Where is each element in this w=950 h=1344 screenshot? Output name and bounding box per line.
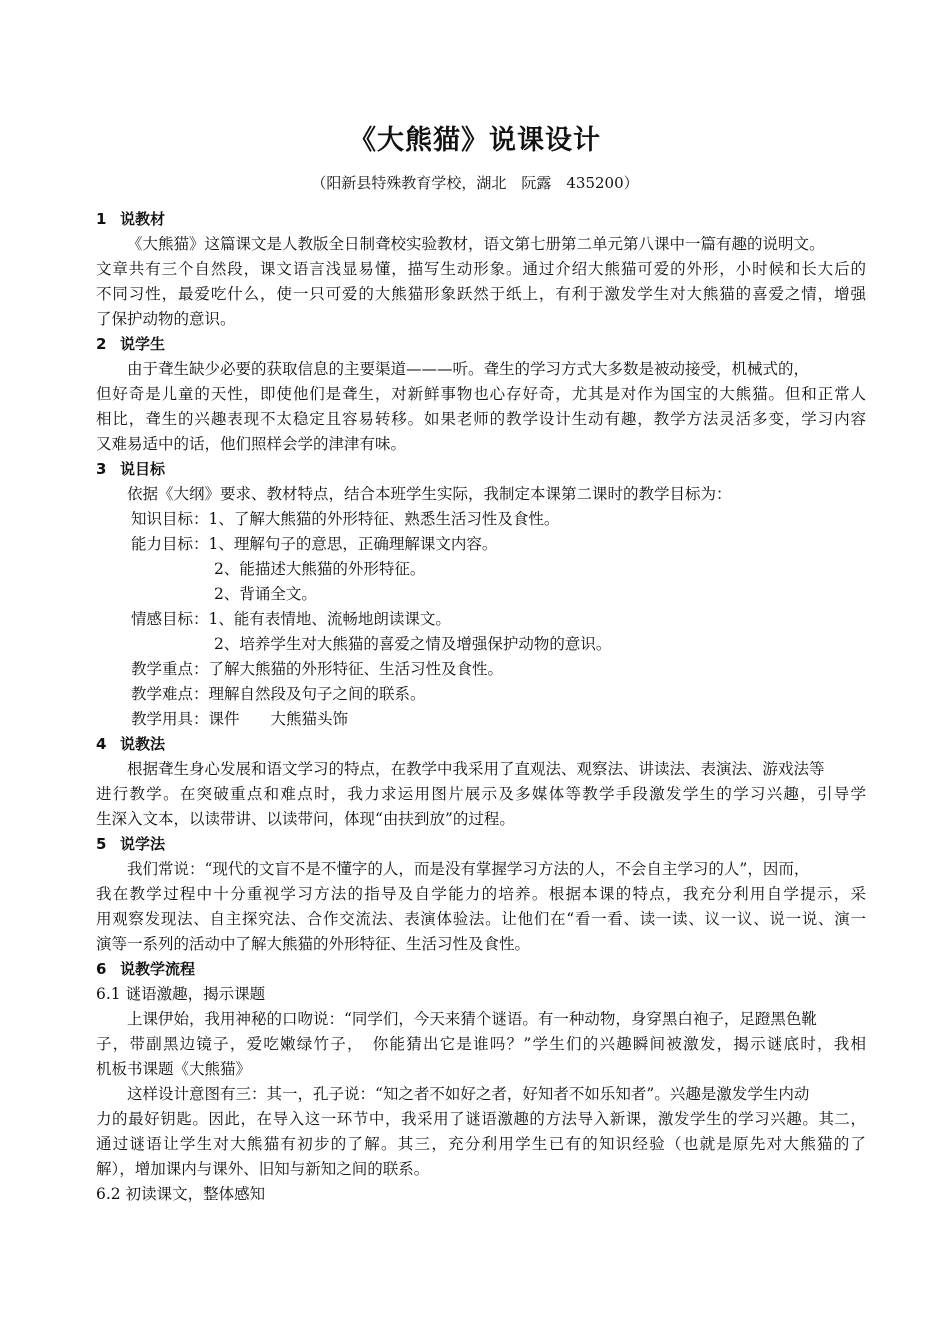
paragraph-line: 解），增加课内与课外、旧知与新知之间的联系。 xyxy=(96,1160,430,1178)
section-heading-6 xyxy=(96,957,866,982)
emotion-goal-1: 情感目标：1、能有表情地、流畅地朗读课文。 xyxy=(131,610,451,628)
paragraph-line: 机板书课题《大熊猫》 xyxy=(96,1060,252,1078)
section-title: 说学生 xyxy=(120,335,166,353)
goals-intro: 依据《大纲》要求、教材特点，结合本班学生实际，我制定本课第二课时的教学目标为： xyxy=(127,485,732,503)
teaching-key-point: 教学重点：了解大熊猫的外形特征、生活习性及食性。 xyxy=(131,660,504,678)
section-heading-4 xyxy=(96,732,866,757)
author-line: （阳新县特殊教育学校，湖北 阮露 435200） xyxy=(311,174,639,192)
section-title: 说教学流程 xyxy=(120,960,196,978)
paragraph-line: 这样设计意图有三：其一，孔子说：“知之者不如好之者，好知者不如乐知者”。兴趣是激发学生内动 xyxy=(127,1085,810,1103)
paragraph-line: 《大熊猫》这篇课文是人教版全日制聋校实验教材，语文第七册第二单元第八课中一篇有趣的说明文。 xyxy=(127,235,825,253)
section-title: 说目标 xyxy=(120,460,166,478)
section-title: 说学法 xyxy=(120,835,166,853)
section-number: 2 xyxy=(96,335,107,353)
paragraph-line: 生深入文本，以读带讲、以读带问，体现“由扶到放”的过程。 xyxy=(96,810,515,828)
paragraph-line: 我在教学过程中十分重视学习方法的指导及自学能力的培养。根据本课的特点，我充分利用自学提示，采 xyxy=(96,885,866,903)
paragraph-line: 进行教学。在突破重点和难点时，我力求运用图片展示及多媒体等教学手段激发学生的学习兴趣，引导学 xyxy=(96,785,866,803)
subsection-heading-6-1: 6.1 谜语激趣，揭示课题 xyxy=(96,985,266,1003)
section-heading-5 xyxy=(96,832,866,857)
paragraph-line: 又难易适中的话，他们照样会学的津津有味。 xyxy=(96,435,407,453)
paragraph-line: 根据聋生身心发展和语文学习的特点，在教学中我采用了直观法、观察法、讲读法、表演法、游戏法等 xyxy=(127,760,825,778)
paragraph-line: 不同习性，最爱吃什么，使一只可爱的大熊猫形象跃然于纸上，有利于激发学生对大熊猫的喜爱之情，增强 xyxy=(96,285,866,303)
document-body xyxy=(96,207,866,1207)
section-number: 3 xyxy=(96,460,107,478)
ability-goal-2: 2、能描述大熊猫的外形特征。 xyxy=(214,560,426,578)
paragraph-line: 力的最好钥匙。因此，在导入这一环节中，我采用了谜语激趣的方法导入新课，激发学生的学习兴趣。其二， xyxy=(96,1110,866,1128)
paragraph-line: 通过谜语让学生对大熊猫有初步的了解。其三，充分利用学生已有的知识经验（也就是原先对大熊猫的了 xyxy=(96,1135,866,1153)
page-title: 《大熊猫》说课设计 xyxy=(349,125,601,156)
section-heading-1 xyxy=(96,207,866,232)
paragraph-line: 演等一系列的活动中了解大熊猫的外形特征、生活习性及食性。 xyxy=(96,935,531,953)
paragraph-line: 上课伊始，我用神秘的口吻说：“同学们，今天来猜个谜语。有一种动物，身穿黑白袍子，足蹬黑色靴 xyxy=(127,1010,817,1028)
section-heading-3 xyxy=(96,457,866,482)
paragraph-line: 由于聋生缺少必要的获取信息的主要渠道———听。聋生的学习方式大多数是被动接受，机械式的， xyxy=(127,360,810,378)
paragraph-line: 我们常说：“现代的文盲不是不懂字的人，而是没有掌握学习方法的人，不会自主学习的人”，因而， xyxy=(127,860,810,878)
paragraph-line: 子，带副黑边镜子，爱吃嫩绿竹子， 你能猜出它是谁吗？”学生们的兴趣瞬间被激发，揭示谜底时，我相 xyxy=(96,1035,866,1053)
paragraph-line: 文章共有三个自然段，课文语言浅显易懂，描写生动形象。通过介绍大熊猫可爱的外形，小时候和长大后的 xyxy=(96,260,866,278)
paragraph-line: 但好奇是儿童的天性，即使他们是聋生，对新鲜事物也心存好奇，尤其是对作为国宝的大熊猫。但和正常人 xyxy=(96,385,866,403)
section-number: 6 xyxy=(96,960,107,978)
paragraph-line: 了保护动物的意识。 xyxy=(96,310,236,328)
knowledge-goal: 知识目标：1、了解大熊猫的外形特征、熟悉生活习性及食性。 xyxy=(131,510,560,528)
ability-goal-1: 能力目标：1、理解句子的意思，正确理解课文内容。 xyxy=(131,535,498,553)
section-number: 1 xyxy=(96,210,107,228)
section-number: 5 xyxy=(96,835,107,853)
paragraph-line: 用观察发现法、自主探究法、合作交流法、表演体验法。让他们在“看一看、读一读、议一议、说一说、演一 xyxy=(96,910,866,928)
section-heading-2 xyxy=(96,332,866,357)
teaching-tools: 教学用具：课件 大熊猫头饰 xyxy=(131,710,349,728)
section-title: 说教法 xyxy=(120,735,166,753)
subsection-heading-6-2: 6.2 初读课文，整体感知 xyxy=(96,1185,266,1203)
section-number: 4 xyxy=(96,735,107,753)
teaching-difficulty: 教学难点：理解自然段及句子之间的联系。 xyxy=(131,685,426,703)
ability-goal-3: 2、背诵全文。 xyxy=(214,585,317,603)
emotion-goal-2: 2、培养学生对大熊猫的喜爱之情及增强保护动物的意识。 xyxy=(214,635,612,653)
paragraph-line: 相比，聋生的兴趣表现不太稳定且容易转移。如果老师的教学设计生动有趣，教学方法灵活多变，学习内容 xyxy=(96,410,866,428)
section-title: 说教材 xyxy=(120,210,166,228)
